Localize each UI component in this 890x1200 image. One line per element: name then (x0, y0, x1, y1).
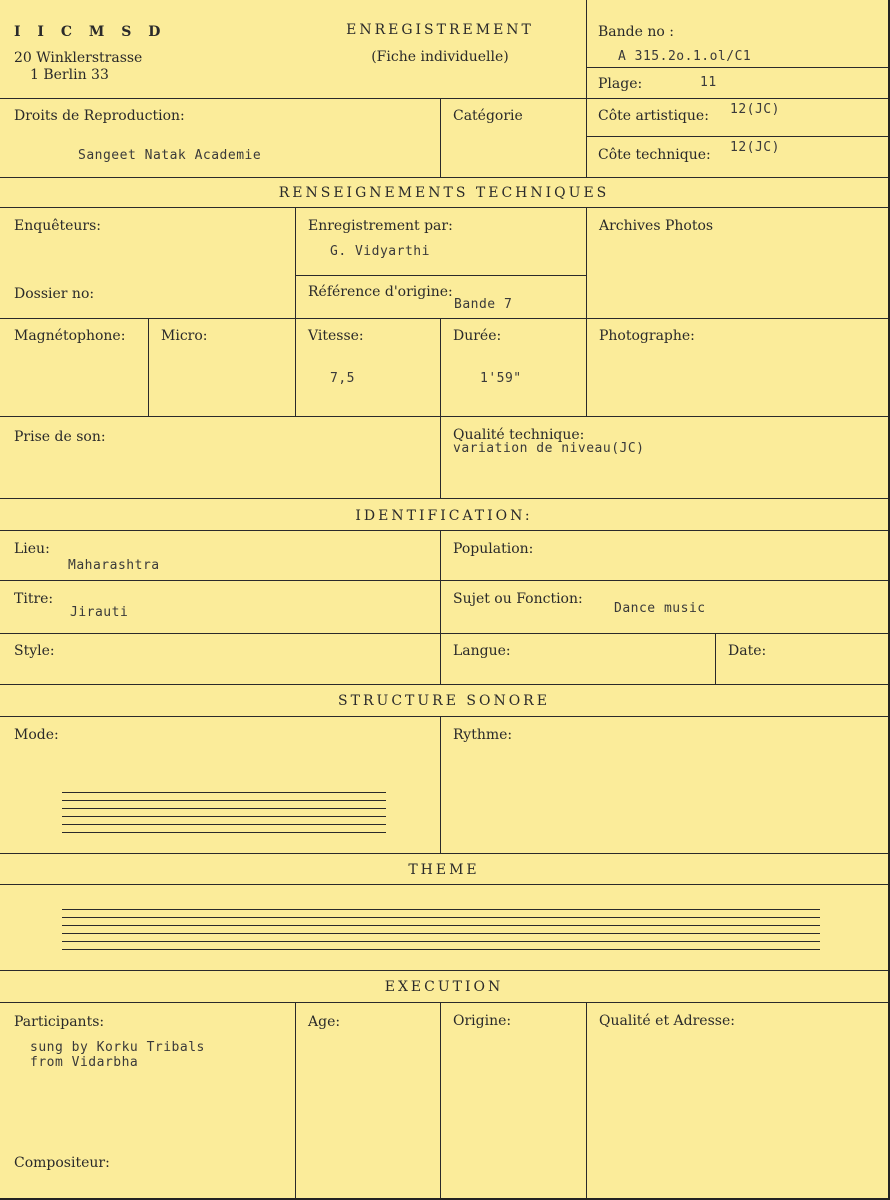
theme-writing-line (62, 933, 820, 934)
micro-label: Micro: (161, 328, 208, 344)
plage-label: Plage: (598, 76, 643, 92)
vitesse-label: Vitesse: (308, 328, 364, 344)
mode-writing-line (62, 808, 386, 809)
rule (715, 633, 716, 684)
rule (0, 633, 888, 634)
lieu-label: Lieu: (14, 541, 50, 557)
rule (0, 1002, 888, 1003)
theme-writing-line (62, 941, 820, 942)
address-line-2: 1 Berlin 33 (30, 67, 109, 83)
rule (0, 580, 888, 581)
cote-artistique-value: 12(JC) (730, 102, 780, 117)
rule (586, 136, 888, 137)
cote-artistique-label: Côte artistique: (598, 108, 709, 124)
address-line-1: 20 Winklerstrasse (14, 50, 143, 66)
langue-label: Langue: (453, 643, 511, 659)
rule (440, 1002, 441, 1198)
compositeur-label: Compositeur: (14, 1155, 110, 1171)
population-label: Population: (453, 541, 534, 557)
duree-value: 1'59" (480, 371, 522, 386)
rule (295, 275, 586, 276)
rule (0, 177, 888, 178)
rule (440, 716, 441, 853)
rule (440, 98, 441, 177)
mode-label: Mode: (14, 727, 59, 743)
lieu-value: Maharashtra (68, 558, 160, 573)
reference-label: Référence d'origine: (308, 284, 453, 300)
prise-de-son-label: Prise de son: (14, 429, 106, 445)
mode-writing-line (62, 792, 386, 793)
categorie-label: Catégorie (453, 108, 523, 124)
droits-label: Droits de Reproduction: (14, 108, 185, 124)
section-heading-identification: IDENTIFICATION: (355, 508, 533, 524)
archives-photos-label: Archives Photos (599, 218, 714, 234)
card-subtitle: (Fiche individuelle) (371, 49, 509, 65)
rule (0, 318, 888, 319)
rule (0, 884, 888, 885)
section-heading-theme: THEME (408, 862, 480, 878)
section-heading-structure: STRUCTURE SONORE (338, 693, 550, 709)
rule (440, 416, 441, 498)
origine-label: Origine: (453, 1013, 512, 1029)
theme-writing-line (62, 917, 820, 918)
rule (0, 970, 888, 971)
mode-writing-line (62, 832, 386, 833)
mode-writing-line (62, 816, 386, 817)
sujet-value: Dance music (614, 601, 706, 616)
rule (0, 416, 888, 417)
rule (586, 67, 888, 68)
rule (0, 207, 888, 208)
theme-writing-line (62, 925, 820, 926)
cote-technique-label: Côte technique: (598, 147, 711, 163)
rule (586, 1002, 587, 1198)
rule (440, 318, 441, 416)
droits-value: Sangeet Natak Academie (78, 148, 262, 163)
rule (0, 716, 888, 717)
rule (295, 1002, 296, 1198)
rule (148, 318, 149, 416)
mode-writing-line (62, 824, 386, 825)
bande-label: Bande no : (598, 24, 674, 40)
magnetophone-label: Magnétophone: (14, 328, 126, 344)
sujet-label: Sujet ou Fonction: (453, 591, 583, 607)
rule (295, 207, 296, 416)
mode-writing-line (62, 800, 386, 801)
duree-label: Durée: (453, 328, 502, 344)
bande-value: A 315.2o.1.ol/C1 (618, 49, 752, 64)
plage-value: 11 (700, 75, 717, 90)
dossier-label: Dossier no: (14, 286, 95, 302)
qualite-adresse-label: Qualité et Adresse: (599, 1013, 735, 1029)
rule (0, 98, 888, 99)
org-logo: I I C M S D (14, 24, 167, 40)
photographe-label: Photographe: (599, 328, 695, 344)
participants-value: sung by Korku Tribals from Vidarbha (30, 1040, 205, 1070)
rule (0, 853, 888, 854)
enqueteurs-label: Enquêteurs: (14, 218, 102, 234)
vitesse-value: 7,5 (330, 371, 355, 386)
enregistrement-par-value: G. Vidyarthi (330, 244, 430, 259)
qualite-technique-label: Qualité technique: (453, 427, 585, 443)
rule (586, 207, 587, 416)
cote-technique-value: 12(JC) (730, 140, 780, 155)
theme-writing-line (62, 949, 820, 950)
card-title: ENREGISTREMENT (346, 22, 534, 38)
participants-label: Participants: (14, 1014, 105, 1030)
enregistrement-par-label: Enregistrement par: (308, 218, 453, 234)
age-label: Age: (308, 1014, 341, 1030)
style-label: Style: (14, 643, 55, 659)
theme-writing-line (62, 909, 820, 910)
rule (0, 498, 888, 499)
rythme-label: Rythme: (453, 727, 513, 743)
reference-value: Bande 7 (454, 297, 513, 312)
section-heading-technique: RENSEIGNEMENTS TECHNIQUES (278, 185, 610, 201)
date-label: Date: (728, 643, 767, 659)
rule (586, 0, 587, 177)
titre-value: Jirauti (70, 605, 129, 620)
rule (0, 684, 888, 685)
rule (0, 530, 888, 531)
titre-label: Titre: (14, 591, 54, 607)
section-heading-execution: EXECUTION (384, 979, 504, 995)
rule (440, 530, 441, 684)
qualite-technique-value: variation de niveau(JC) (453, 441, 645, 456)
